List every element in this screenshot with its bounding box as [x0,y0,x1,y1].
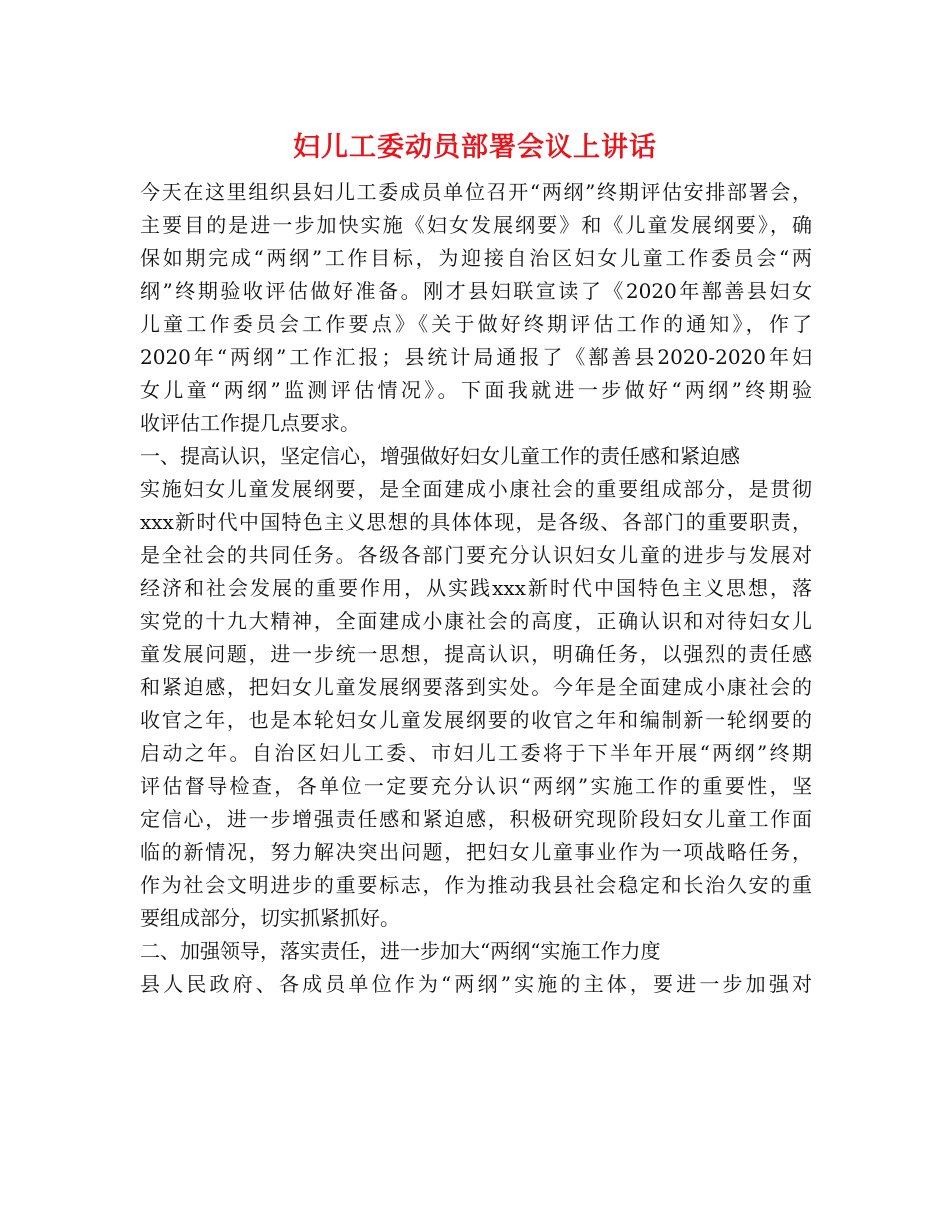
text-line: 是全社会的共同任务。各级各部门要充分认识妇女儿童的进步与发展对 [140,543,812,567]
text-line: 童发展问题，进一步统一思想，提高认识，明确任务，以强烈的责任感 [140,642,812,666]
text-line: 纲”终期验收评估做好准备。刚才县妇联宣读了《2020年鄯善县妇女 [140,279,812,303]
text-line: 保如期完成“两纲”工作目标，为迎接自治区妇女儿童工作委员会“两 [140,246,812,270]
text-line: 县人民政府、各成员单位作为“两纲”实施的主体，要进一步加强对 [140,972,812,996]
text-line: 今天在这里组织县妇儿工委成员单位召开“两纲”终期评估安排部署会， [140,180,812,204]
document-title: 妇儿工委动员部署会议上讲话 [293,132,657,163]
text-line: 定信心，进一步增强责任感和紧迫感，积极研究现阶段妇女儿童工作面 [140,807,812,831]
text-line: 和紧迫感，把妇女儿童发展纲要落到实处。今年是全面建成小康社会的 [140,675,812,699]
text-line: 女儿童“两纲”监测评估情况》。下面我就进一步做好“两纲”终期验 [140,378,812,402]
text-line: 实施妇女儿童发展纲要，是全面建成小康社会的重要组成部分，是贯彻 [140,477,812,501]
text-line: xxx新时代中国特色主义思想的具体体现，是各级、各部门的重要职责， [140,510,812,534]
text-line: 作为社会文明进步的重要标志，作为推动我县社会稳定和长治久安的重 [140,873,812,897]
text-line: 临的新情况，努力解决突出问题，把妇女儿童事业作为一项战略任务， [140,840,812,864]
document-body [140,176,812,1001]
text-line: 收官之年，也是本轮妇女儿童发展纲要的收官之年和编制新一轮纲要的 [140,708,812,732]
text-line: 经济和社会发展的重要作用，从实践xxx新时代中国特色主义思想，落 [140,576,812,600]
text-line: 要组成部分，切实抓紧抓好。 [140,906,400,930]
text-line: 儿童工作委员会工作要点》《关于做好终期评估工作的通知》，作了 [140,312,812,336]
text-line: 2020年“两纲”工作汇报；县统计局通报了《鄯善县2020-2020年妇 [140,345,812,369]
text-line: 主要目的是进一步加快实施《妇女发展纲要》和《儿童发展纲要》，确 [140,213,812,237]
section-heading: 一、提高认识，坚定信心，增强做好妇女儿童工作的责任感和紧迫感 [140,444,740,468]
text-line: 实党的十九大精神，全面建成小康社会的高度，正确认识和对待妇女儿 [140,609,812,633]
section-heading: 二、加强领导，落实责任，进一步加大“两纲“实施工作力度 [140,939,661,963]
text-line: 收评估工作提几点要求。 [140,411,360,435]
text-line: 启动之年。自治区妇儿工委、市妇儿工委将于下半年开展“两纲”终期 [140,741,812,765]
text-line: 评估督导检查，各单位一定要充分认识“两纲”实施工作的重要性，坚 [140,774,812,798]
